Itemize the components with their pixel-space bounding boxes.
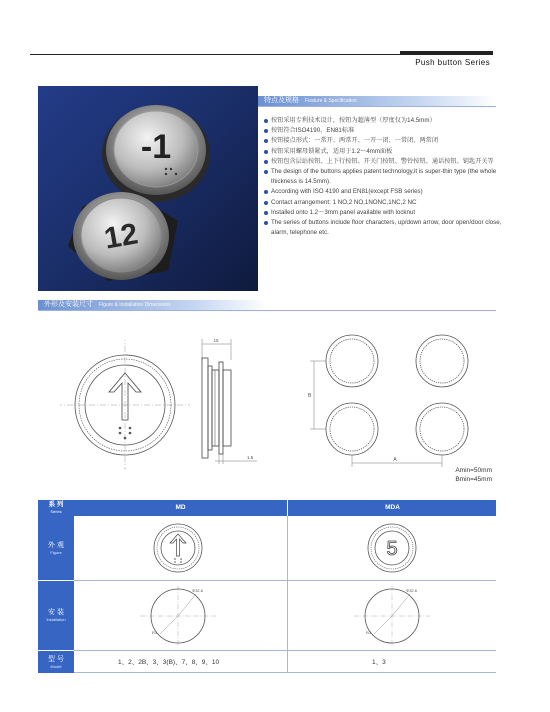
model-zh: 型 号	[48, 656, 64, 663]
md-radius: R1	[152, 630, 158, 635]
spec-title-zh: 特点及规格	[264, 97, 299, 104]
figure-zh: 外 观	[48, 542, 64, 549]
mda-radius: R1	[366, 630, 372, 635]
amin-text: Amin=50mm	[455, 467, 492, 474]
spec-section-header	[258, 96, 496, 106]
spec-item: 按钮采用螺母锁紧式，适用于1.2～4mm面板	[264, 147, 512, 157]
install-en: Installation	[46, 617, 66, 622]
spec-item: Installed onto 1.2～3mm panel available with locknut	[264, 208, 512, 218]
figure-en: Figure	[50, 550, 62, 555]
series-zh: 系 列	[48, 501, 64, 508]
spec-title-en: Feature & Specification	[305, 98, 357, 104]
install-zh: 安 装	[48, 609, 64, 616]
push-button-photo	[38, 86, 258, 291]
photo-button-2-label: 12	[101, 217, 141, 256]
table-header-row	[38, 500, 496, 516]
dim-b-label: B	[308, 393, 312, 399]
spec-item: 按钮接点形式：一常开、两常开、一开一闭、一常闭、两常闭	[264, 136, 512, 146]
installation-spacing-drawing	[300, 325, 500, 475]
col-mda-header: MDA	[287, 500, 497, 516]
spec-item: 按钮采用专利技术设计，按钮为超薄型（厚度仅为14.5mm）	[264, 116, 512, 126]
spec-list	[264, 116, 512, 238]
figure-section-header	[38, 300, 268, 310]
bmin-text: Bmin=45mm	[455, 476, 492, 483]
mda-models: 1、3	[372, 659, 386, 666]
spec-item: The design of the buttons applies patent technology,it is super-thin type (the whole thickness is 14.5mm).	[264, 167, 512, 187]
md-diameter: Φ32.6	[192, 588, 203, 593]
figure-divider	[38, 310, 496, 311]
spec-divider	[258, 106, 496, 107]
side-view-drawing	[195, 336, 265, 466]
header-rule	[30, 54, 493, 55]
figure-title-zh: 外形及安装尺寸	[44, 301, 93, 308]
spec-item: The series of buttons include floor characters, up/down arrow, door open/door close, alarm, telephone etc.	[264, 218, 512, 238]
mda-installation-drawing	[352, 584, 432, 648]
table-rule	[74, 672, 496, 673]
dim-width: 15	[213, 338, 219, 343]
model-en: Model	[50, 664, 62, 669]
series-en: Series	[50, 509, 62, 514]
figure-title-en: Figure & Installation Dimensions	[99, 302, 171, 308]
mda-button-figure	[366, 522, 418, 574]
md-button-figure	[152, 522, 204, 574]
spec-item: 按钮包含层站按钮、上下行按钮、开关门按钮、警铃按钮、通话按钮、钥匙开关等	[264, 157, 512, 167]
mda-button-label: 5	[386, 538, 398, 560]
front-view-drawing	[60, 340, 190, 470]
spec-item: 按钮符合ISO4190、EN81标准	[264, 126, 512, 136]
table-rule	[74, 580, 496, 581]
photo-button-1-label: -1	[140, 128, 172, 166]
row-label-model	[38, 650, 74, 673]
spec-item: Contact arrangement: 1 NO,2 NO,1NONC,1NC,2 NC	[264, 198, 512, 208]
page-title: Push button Series	[415, 58, 490, 67]
dim-a-label: A	[393, 457, 397, 463]
md-models: 1、2、2B、3、3(B)、7、8、9、10	[118, 659, 220, 666]
mda-diameter: Φ32.6	[406, 588, 417, 593]
up-arrow-icon	[170, 534, 186, 556]
spec-item: According with ISO 4190 and EN81(except FSB series)	[264, 187, 512, 197]
row-label-figure	[38, 516, 74, 580]
dim-thickness: 1.5	[247, 455, 254, 460]
table-rule	[74, 650, 496, 651]
col-md-header: MD	[175, 504, 186, 511]
md-installation-drawing	[138, 584, 218, 648]
product-photo	[38, 86, 258, 291]
series-header	[38, 500, 74, 516]
row-label-installation	[38, 580, 74, 651]
table-column-rule	[287, 516, 288, 672]
min-spacing-note	[420, 466, 492, 484]
